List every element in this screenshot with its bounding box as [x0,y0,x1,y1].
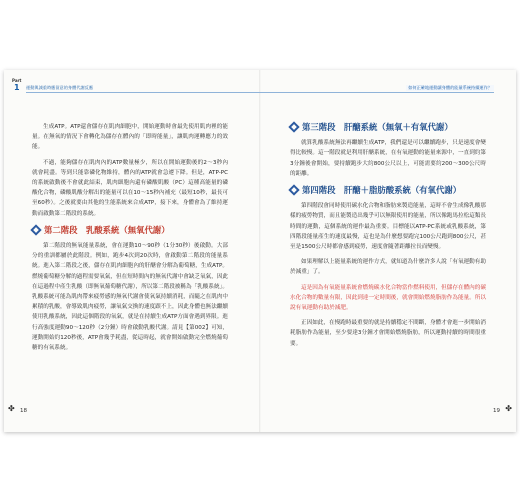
part-number: 1 [14,83,20,92]
left-running-title: 運動與減重時應留意的身體代謝反應 [26,85,94,90]
section-heading [290,185,486,195]
left-page-body [32,122,228,358]
diamond-bullet-icon [288,184,299,195]
right-running-title: 如何正確地運動讓身體的能量系統持續運作？ [408,85,492,90]
section-title: 第四階段 肝醣＋脂肪酸系統（有氧代謝） [302,185,462,196]
paragraph: 正因如此，在慢跑時最重要的就是持續穩定不間斷，身體才會進一步開始消耗脂肪作為能量，至少要達3分鐘才會開始燃燒脂肪，所以運動持續的時間很重要。 [290,320,486,347]
header-rule [26,92,494,93]
part-label: Part [12,78,22,83]
left-page-number: 18 [20,408,27,414]
page-ornament-icon: ✤ [8,404,15,413]
section-title: 第二階段 乳酸系統（無氧代謝） [44,224,170,235]
section-heading [32,225,228,235]
paragraph: 不過，能夠儲存在肌肉內的ATP數量極少，所以在開始運動後的2～3秒內就會耗盡。等到只能靠磷化物維持，體內的ATP就會急遽下降。但是，ATP-PC的系統啟動後不會就此結束，肌肉細胞內還有磷酸肌酸（PC）這種高能量的磷酸化合物，磷酸肌酸分解出的能量可以在10～15秒內補充（最短10秒，最長可至60秒）。之後就要由其他的生能系統來合成ATP，接下來，身體會為了維持運動而啟動第二階段的系統。 [32,159,228,217]
page-ornament-icon: ✤ [505,404,512,413]
right-page-body [290,116,486,354]
paragraph: 就算乳酸系統無法再繼續生成ATP，我們還是可以繼續跑步，只是速度會變得比較慢。這一階段就是利用肝醣系統，在有氧運動的能量來源中，一直到約第3分鐘後會開始，要持續跑步大約800公尺以上，可能需要約200～300公尺時的距離。 [290,140,486,177]
diamond-bullet-icon [30,224,41,235]
right-page-number: 19 [493,408,500,414]
paragraph: 生成ATP。ATP還會儲存在肌肉細胞中，開始運動時會最先使用肌肉裡的能量。在無氧的情況下會轉化為儲存在體內的「即時能量」，讓肌肉運轉應力的效能。 [32,124,228,151]
diamond-bullet-icon [288,121,299,132]
page-gutter [259,70,261,432]
paragraph: 第四階段會同時使用碳水化合物和脂肪來製造能量，這時不會生成像乳酸那樣的疲勞物質，而且能製造出幾乎可以無限使用的能量，所以像跑馬拉松這類長時間的運動，這個系統的運作最為重要。目標能以ATP-PC系統或乳酸系統，第四階段能量產生的速度最慢，這也是為什麼想要跑完100公尺跑到800公尺，甚至是1500公尺時都會感到疲勞，速度會隨著距離拉長而變慢。 [290,203,486,251]
section-title: 第三階段 肝醣系統（無氧＋有氧代謝） [302,122,453,132]
section-heading [290,122,486,132]
highlighted-paragraph: 這是因為有氧能量系統會燃燒碳水化合物當作燃料使用，但儲存在體內的碳水化合物的數量有限，因此到達一定時間後，就會開始燃燒脂肪作為能量。所以說有氧運動有助於減肥。 [290,284,486,312]
paragraph: 如果理解以上能量系統的運作方式，就知道為什麼許多人說「有氧運動有助於減重」了。 [290,259,486,276]
paragraph: 第二階段的無氧能量系統，會在運動10～90秒（1分30秒）後啟動。大部分的重訓都屬於此階段。例如，跑步4次到20次時，會啟動第二階段的能量系統。進入第二階段之後，儲存在肌肉細胞內的肝醣會分解為葡萄糖，生成ATP。燃燒葡萄糖分解的過程需要氧氣，但在短時間內的無氧代謝中會缺乏氧氣，因此在這過程中產生乳酸（即無氧葡萄糖代謝），所以第二階段被稱為「乳酸系統」。乳酸系統可能為肌肉帶來疲勞感的無氧代謝會使氧氣持續消耗，而隨之在肌肉中累積的乳酸，會導致肌肉疲勞，讓氧氣交換的速度跟不上，因此身體也無法繼續使用乳酸系統，因此這個階段的氧氣，就是在持續生成ATP方面會遇到界限。進行高強度運動90～120秒（2分鐘）時會啟動乳酸代謝。請見【第002】可知，運動開始約120秒後，ATP會幾乎耗盡，從這時起，就會開始啟動完全燃燒葡萄糖的有氧系統。 [32,243,228,352]
book-spread [4,70,516,432]
